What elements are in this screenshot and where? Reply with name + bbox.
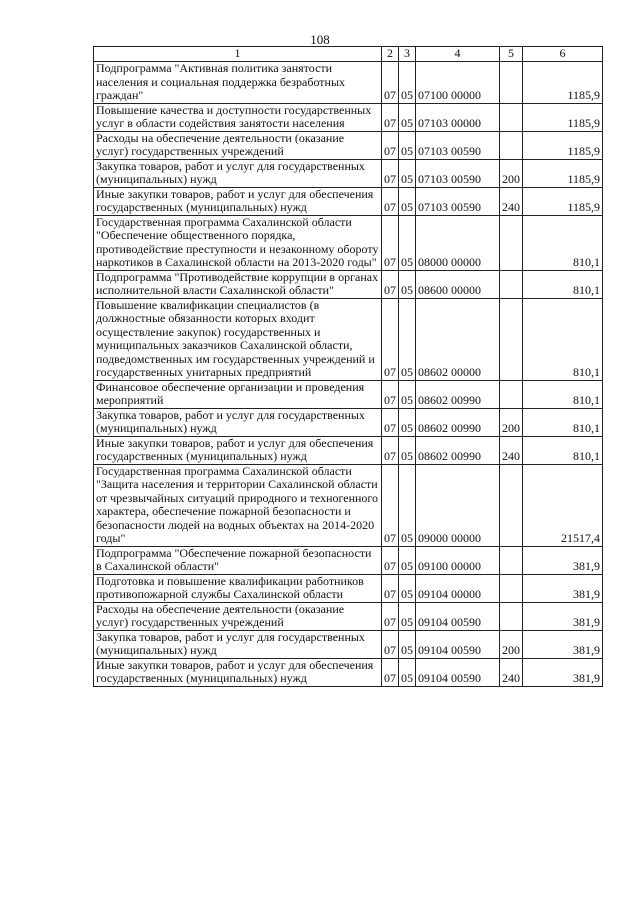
row-expense-type [500,464,523,546]
row-section: 07 [382,380,399,408]
row-section: 07 [382,103,399,131]
row-name: Закупка товаров, работ и услуг для государственных (муниципальных) нужд [94,408,382,436]
table-row [94,408,603,436]
row-amount: 1185,9 [523,159,603,187]
table-row [94,103,603,131]
row-target-article: 08602 00990 [416,408,500,436]
row-section: 07 [382,574,399,602]
row-amount: 381,9 [523,658,603,686]
row-name: Повышение качества и доступности государственных услуг в области содействия занятости населения [94,103,382,131]
header-col-4: 4 [416,47,500,62]
row-section: 07 [382,159,399,187]
row-section: 07 [382,602,399,630]
row-amount: 810,1 [523,380,603,408]
table-row [94,464,603,546]
row-subsection: 05 [399,380,416,408]
table-row [94,159,603,187]
row-expense-type [500,270,523,298]
table-row [94,546,603,574]
row-target-article: 08000 00000 [416,215,500,270]
row-amount: 810,1 [523,408,603,436]
row-name: Иные закупки товаров, работ и услуг для обеспечения государственных (муниципальных) нужд [94,187,382,215]
row-expense-type: 200 [500,159,523,187]
row-expense-type [500,380,523,408]
row-expense-type: 200 [500,630,523,658]
table-row [94,658,603,686]
row-amount: 1185,9 [523,131,603,159]
row-name: Иные закупки товаров, работ и услуг для обеспечения государственных (муниципальных) нужд [94,658,382,686]
row-section: 07 [382,298,399,380]
table-row [94,62,603,104]
row-target-article: 07103 00000 [416,103,500,131]
row-name: Подпрограмма "Обеспечение пожарной безопасности в Сахалинской области" [94,546,382,574]
table-row [94,187,603,215]
row-expense-type [500,602,523,630]
row-target-article: 09100 00000 [416,546,500,574]
row-expense-type: 240 [500,436,523,464]
row-amount: 810,1 [523,436,603,464]
row-name: Подпрограмма "Противодействие коррупции в органах исполнительной власти Сахалинской области" [94,270,382,298]
row-expense-type [500,215,523,270]
row-section: 07 [382,658,399,686]
row-subsection: 05 [399,436,416,464]
row-section: 07 [382,546,399,574]
row-subsection: 05 [399,464,416,546]
row-expense-type [500,546,523,574]
row-name: Расходы на обеспечение деятельности (оказание услуг) государственных учреждений [94,602,382,630]
table-row [94,270,603,298]
row-target-article: 09104 00590 [416,602,500,630]
row-expense-type: 240 [500,658,523,686]
row-target-article: 09000 00000 [416,464,500,546]
row-section: 07 [382,436,399,464]
row-name: Расходы на обеспечение деятельности (оказание услуг) государственных учреждений [94,131,382,159]
row-subsection: 05 [399,103,416,131]
row-target-article: 09104 00590 [416,658,500,686]
table-row [94,630,603,658]
row-subsection: 05 [399,546,416,574]
row-subsection: 05 [399,62,416,104]
header-col-2: 2 [382,47,399,62]
table-row [94,131,603,159]
row-amount: 810,1 [523,298,603,380]
header-col-5: 5 [500,47,523,62]
row-subsection: 05 [399,602,416,630]
table-row [94,436,603,464]
row-section: 07 [382,408,399,436]
row-expense-type [500,298,523,380]
table-row [94,215,603,270]
row-subsection: 05 [399,298,416,380]
row-amount: 810,1 [523,270,603,298]
table-body [94,62,603,687]
table-row [94,298,603,380]
row-amount: 381,9 [523,546,603,574]
row-target-article: 08602 00000 [416,298,500,380]
row-name: Иные закупки товаров, работ и услуг для обеспечения государственных (муниципальных) нужд [94,436,382,464]
row-amount: 1185,9 [523,187,603,215]
header-row [94,47,603,62]
header-col-6: 6 [523,47,603,62]
row-subsection: 05 [399,630,416,658]
table-header [94,47,603,62]
row-target-article: 07103 00590 [416,131,500,159]
table-row [94,380,603,408]
row-amount: 1185,9 [523,62,603,104]
row-target-article: 07100 00000 [416,62,500,104]
row-expense-type [500,574,523,602]
table-row [94,602,603,630]
row-name: Финансовое обеспечение организации и проведения мероприятий [94,380,382,408]
row-expense-type [500,103,523,131]
row-subsection: 05 [399,159,416,187]
page-number: 108 [310,32,330,47]
row-target-article: 09104 00000 [416,574,500,602]
row-subsection: 05 [399,187,416,215]
row-section: 07 [382,131,399,159]
row-name: Повышение квалификации специалистов (в должностные обязанности которых входит осуществление закупок) государственных и муниципальных заказчиков Сахалинской области, подведомственных им государственных учреждений и государственных унитарных предприятий [94,298,382,380]
row-amount: 810,1 [523,215,603,270]
row-name: Подпрограмма "Активная политика занятости населения и социальная поддержка безработных граждан" [94,62,382,104]
row-subsection: 05 [399,131,416,159]
row-name: Подготовка и повышение квалификации работников противопожарной службы Сахалинской области [94,574,382,602]
row-amount: 21517,4 [523,464,603,546]
row-section: 07 [382,630,399,658]
header-col-1: 1 [94,47,382,62]
row-subsection: 05 [399,270,416,298]
budget-table [93,46,603,687]
row-target-article: 08602 00990 [416,380,500,408]
row-subsection: 05 [399,658,416,686]
row-section: 07 [382,464,399,546]
row-name: Государственная программа Сахалинской области "Защита населения и территории Сахалинской области от чрезвычайных ситуаций природного и техногенного характера, обеспечение пожарной безопасности и безопасности людей на водных объектах на 2014-2020 годы" [94,464,382,546]
row-subsection: 05 [399,574,416,602]
row-target-article: 07103 00590 [416,187,500,215]
row-target-article: 07103 00590 [416,159,500,187]
row-amount: 381,9 [523,574,603,602]
row-target-article: 08600 00000 [416,270,500,298]
row-amount: 381,9 [523,630,603,658]
row-name: Закупка товаров, работ и услуг для государственных (муниципальных) нужд [94,630,382,658]
header-col-3: 3 [399,47,416,62]
row-section: 07 [382,62,399,104]
row-section: 07 [382,187,399,215]
row-expense-type: 200 [500,408,523,436]
table-row [94,574,603,602]
row-name: Государственная программа Сахалинской области "Обеспечение общественного порядка, противодействие преступности и незаконному обороту наркотиков в Сахалинской области на 2013-2020 годы" [94,215,382,270]
row-expense-type: 240 [500,187,523,215]
row-target-article: 08602 00990 [416,436,500,464]
row-name: Закупка товаров, работ и услуг для государственных (муниципальных) нужд [94,159,382,187]
row-subsection: 05 [399,408,416,436]
row-expense-type [500,62,523,104]
row-section: 07 [382,215,399,270]
row-expense-type [500,131,523,159]
row-target-article: 09104 00590 [416,630,500,658]
row-subsection: 05 [399,215,416,270]
row-amount: 1185,9 [523,103,603,131]
row-amount: 381,9 [523,602,603,630]
row-section: 07 [382,270,399,298]
